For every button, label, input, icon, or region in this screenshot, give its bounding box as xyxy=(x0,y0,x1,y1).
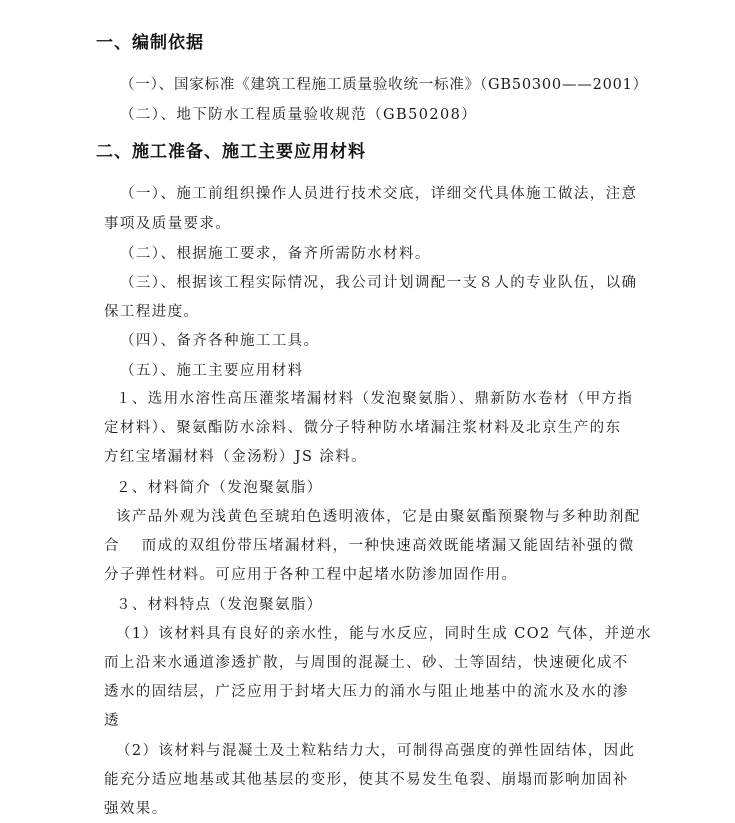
paragraph-2: （二）、根据施工要求，备齐所需防水材料。 xyxy=(120,246,431,262)
reference-standard-2: （二）、地下防水工程质量验收规范（GB50208） xyxy=(120,107,478,123)
paragraph-1-line-1: （一）、施工前组织操作人员进行技术交底，详细交代具体施工做法，注意 xyxy=(120,186,638,202)
paragraph-1-line-2: 事项及质量要求。 xyxy=(104,216,232,232)
paragraph-11-line-3: 强效果。 xyxy=(104,801,168,817)
paragraph-8-line-1: 该产品外观为浅黄色至琥珀色透明液体，它是由聚氨酯预聚物与多种助剂配 xyxy=(116,509,641,525)
paragraph-3-line-2: 保工程进度。 xyxy=(104,304,200,320)
paragraph-5: （五）、施工主要应用材料 xyxy=(120,363,304,379)
section-heading-compilation-basis: 一、编制依据 xyxy=(96,33,204,53)
paragraph-10-line-2: 而上沿来水通道渗透扩散，与周围的混凝土、砂、土等固结，快速硬化成不 xyxy=(104,655,629,671)
paragraph-10-line-3: 透水的固结层，广泛应用于封堵大压力的涌水与阻止地基中的流水及水的渗 xyxy=(104,684,629,700)
section-heading-preparation-materials: 二、施工准备、施工主要应用材料 xyxy=(96,142,366,162)
paragraph-4: （四）、备齐各种施工工具。 xyxy=(120,333,320,349)
paragraph-8-line-3: 分子弹性材料。可应用于各种工程中起堵水防渗加固作用。 xyxy=(104,567,518,583)
paragraph-9: ３、材料特点（发泡聚氨脂） xyxy=(116,597,323,613)
paragraph-11-line-1: （2）该材料与混凝土及土粒粘结力大，可制得高强度的弹性固结体，因此 xyxy=(116,743,636,759)
paragraph-7: ２、材料简介（发泡聚氨脂） xyxy=(116,480,323,496)
paragraph-3-line-1: （三）、根据该工程实际情况，我公司计划调配一支８人的专业队伍，以确 xyxy=(120,275,638,291)
paragraph-6-line-1: １、选用水溶性高压灌浆堵漏材料（发泡聚氨脂）、鼎新防水卷材（甲方指 xyxy=(116,391,634,407)
paragraph-10-line-4: 透 xyxy=(104,713,120,729)
paragraph-6-line-2: 定材料）、聚氨酯防水涂料、微分子特种防水堵漏注浆材料及北京生产的东 xyxy=(104,420,622,436)
reference-standard-1: （一）、国家标准《建筑工程施工质量验收统一标准》（GB50300——2001） xyxy=(120,77,648,93)
paragraph-11-line-2: 能充分适应地基或其他基层的变形，使其不易发生龟裂、崩塌而影响加固补 xyxy=(104,772,629,788)
paragraph-6-line-3: 方红宝堵漏材料（金汤粉）JS 涂料。 xyxy=(104,449,368,465)
paragraph-10-line-1: （1）该材料具有良好的亲水性，能与水反应，同时生成 CO2 气体，并逆水 xyxy=(116,626,653,642)
paragraph-8-line-2: 合 而成的双组份带压堵漏材料，一种快速高效既能堵漏又能固结补强的微 xyxy=(104,538,635,554)
